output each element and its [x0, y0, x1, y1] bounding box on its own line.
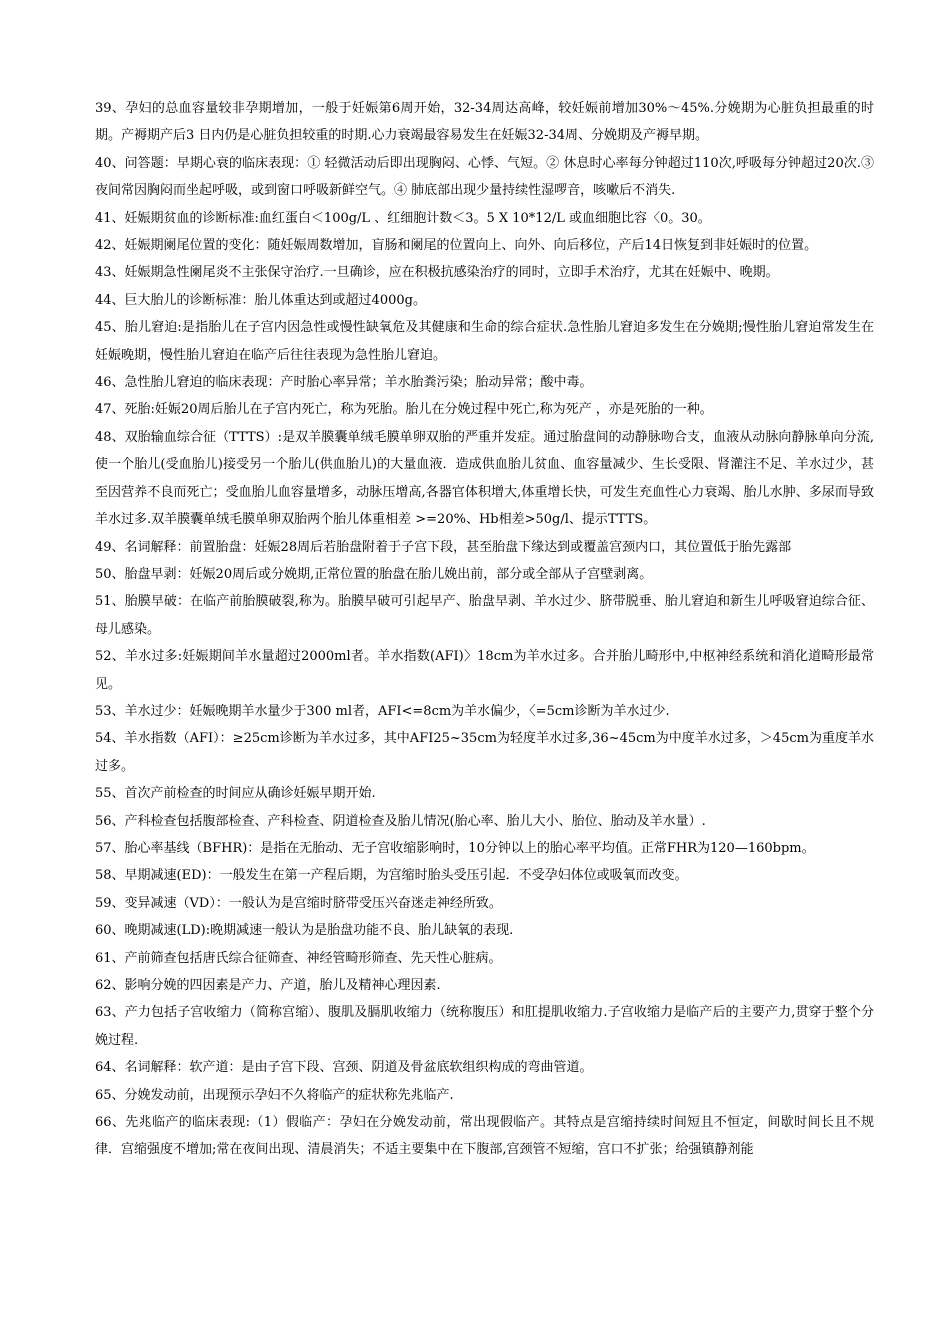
item-59: 59、变异减速（VD）：一般认为是宫缩时脐带受压兴奋迷走神经所致。: [95, 895, 502, 911]
item-61: 61、产前筛查包括唐氏综合征筛查、神经管畸形筛查、先天性心脏病。: [95, 950, 502, 966]
item-48: 48、双胎输血综合征（TTTS）:是双羊膜囊单绒毛膜单卵双胎的严重并发症。通过胎盘间的动静脉吻合支，血液从动脉向静脉单向分流,使一个胎儿(受血胎儿)接受另一个胎儿(供血胎儿)的大量血液．造成供血胎儿贫血、血容量减少、生长受限、肾灌注不足、羊水过少，甚至因营养不良而死亡；受血胎儿血容量增多，动脉压增高,各器官体积增大,体重增长快，可发生充血性心力衰竭、胎儿水肿、多尿而导致羊水过多.双羊膜囊单绒毛膜单卵双胎两个胎儿体重相差 >=20%、Hb相差>50g/l、提示TTTS。: [95, 429, 874, 528]
item-63: 63、产力包括子宫收缩力（简称宫缩）、腹肌及膈肌收缩力（统称腹压）和肛提肌收缩力.子宫收缩力是临产后的主要产力,贯穿于整个分娩过程.: [95, 1005, 874, 1048]
item-42: 42、妊娠期阑尾位置的变化：随妊娠周数增加，盲肠和阑尾的位置向上、向外、向后移位，产后14日恢复到非妊娠时的位置。: [95, 238, 818, 254]
item-41: 41、妊娠期贫血的诊断标准:血红蛋白＜100g/L 、红细胞计数＜3。5 X 10*12/L 或血细胞比容〈0。30。: [95, 210, 711, 226]
item-53: 53、羊水过少：妊娠晚期羊水量少于300 ml者，AFI<=8cm为羊水偏少，〈=5cm诊断为羊水过少.: [95, 703, 670, 719]
item-47: 47、死胎:妊娠20周后胎儿在子宫内死亡，称为死胎。胎儿在分娩过程中死亡,称为死产 ，亦是死胎的一种。: [95, 402, 713, 418]
item-66: 66、先兆临产的临床表现:（1）假临产：孕妇在分娩发动前，常出现假临产。其特点是宫缩持续时间短且不恒定，间歇时间长且不规律．宫缩强度不增加;常在夜间出现、清晨消失；不适主要集中在下腹部,宫颈管不短缩，宫口不扩张；给强镇静剂能: [95, 1115, 874, 1158]
item-49: 49、名词解释：前置胎盘：妊娠28周后若胎盘附着于子宫下段，甚至胎盘下缘达到或覆盖宫颈内口，其位置低于胎先露部: [95, 539, 792, 555]
item-60: 60、晚期减速(LD):晚期减速一般认为是胎盘功能不良、胎儿缺氧的表现.: [95, 923, 514, 939]
item-57: 57、胎心率基线（BFHR)：是指在无胎动、无子宫收缩影响时，10分钟以上的胎心率平均值。正常FHR为120—160bpm。: [95, 840, 815, 856]
item-58: 58、早期减速(ED)：一般发生在第一产程后期，为宫缩时胎头受压引起．不受孕妇体位或吸氧而改变。: [95, 868, 688, 884]
item-51: 51、胎膜早破：在临产前胎膜破裂,称为。胎膜早破可引起早产、胎盘早剥、羊水过少、脐带脱垂、胎儿窘迫和新生儿呼吸窘迫综合征、母儿感染。: [95, 594, 874, 637]
item-55: 55、首次产前检查的时间应从确诊妊娠早期开始.: [95, 786, 376, 802]
item-64: 64、名词解释：软产道：是由子宫下段、宫颈、阴道及骨盆底软组织构成的弯曲管道。: [95, 1060, 593, 1076]
item-39: 39、孕妇的总血容量较非孕期增加，一般于妊娠第6周开始，32-34周达高峰，较妊娠前增加30%～45%.分娩期为心脏负担最重的时期。产褥期产后3 日内仍是心脏负担较重的时期.心力衰竭最容易发生在妊娠32-34周、分娩期及产褥早期。: [95, 101, 874, 144]
item-52: 52、羊水过多:妊娠期间羊水量超过2000ml者。羊水指数(AFI)〉18cm为羊水过多。合并胎儿畸形中,中枢神经系统和消化道畸形最常见。: [95, 649, 874, 692]
item-43: 43、妊娠期急性阑尾炎不主张保守治疗.一旦确诊，应在积极抗感染治疗的同时，立即手术治疗，尤其在妊娠中、晚期。: [95, 265, 779, 281]
item-44: 44、巨大胎儿的诊断标准：胎儿体重达到或超过4000g。: [95, 292, 426, 308]
item-45: 45、胎儿窘迫:是指胎儿在子宫内因急性或慢性缺氧危及其健康和生命的综合症状.急性胎儿窘迫多发生在分娩期;慢性胎儿窘迫常发生在妊娠晚期，慢性胎儿窘迫在临产后往往表现为急性胎儿窘迫。: [95, 320, 874, 363]
item-65: 65、分娩发动前，出现预示孕妇不久将临产的症状称先兆临产.: [95, 1087, 454, 1103]
item-54: 54、羊水指数（AFI）：≥25cm诊断为羊水过多，其中AFI25~35cm为轻度羊水过多,36~45cm为中度羊水过多，＞45cm为重度羊水过多。: [95, 731, 874, 774]
item-40: 40、问答题：早期心衰的临床表现：① 轻微活动后即出现胸闷、心悸、气短。② 休息时心率每分钟超过110次,呼吸每分钟超过20次.③ 夜间常因胸闷而坐起呼吸，或到窗口呼吸新鲜空气。④ 肺底部出现少量持续性湿啰音，咳嗽后不消失.: [95, 155, 874, 199]
item-62: 62、影响分娩的四因素是产力、产道，胎儿及精神心理因素.: [95, 978, 441, 993]
item-46: 46、急性胎儿窘迫的临床表现：产时胎心率异常；羊水胎粪污染；胎动异常；酸中毒。: [95, 375, 593, 391]
item-50: 50、胎盘早剥：妊娠20周后或分娩期,正常位置的胎盘在胎儿娩出前，部分或全部从子宫壁剥离。: [95, 566, 653, 582]
item-56: 56、产科检查包括腹部检查、产科检查、阴道检查及胎儿情况(胎心率、胎儿大小、胎位、胎动及羊水量）.: [95, 813, 706, 829]
